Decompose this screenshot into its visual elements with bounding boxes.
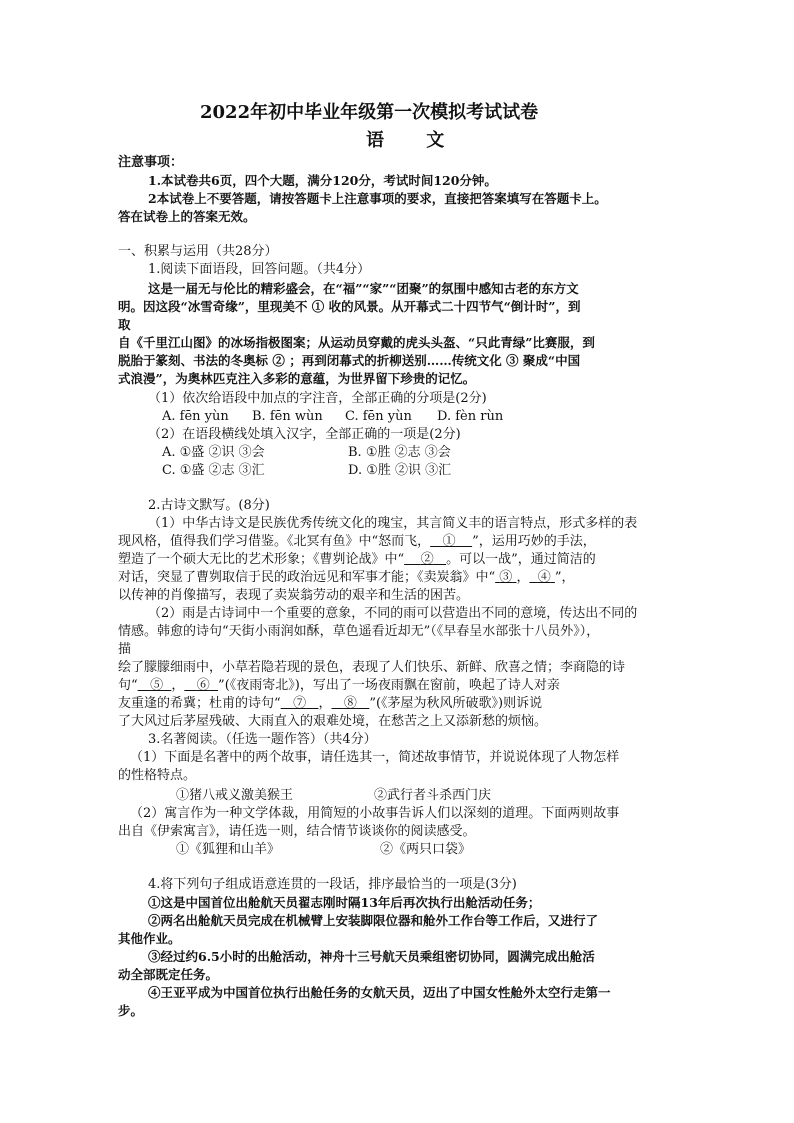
option-d: D. ①胜 ②识 ③汇 — [348, 463, 452, 478]
notice-item-2: 2本试卷上不要答题，请按答题卡上注意事项的要求，直接把答案填写在答题卡上。 — [148, 191, 607, 206]
sentence-item: 动全部既定任务。 — [118, 967, 219, 982]
sentence-item: 其他作业。 — [118, 931, 181, 946]
story-option-2: ②武行者斗杀西门庆 — [374, 788, 492, 803]
question-3-stem: 3.名著阅读。（任选一题作答）（共4分） — [148, 732, 377, 747]
question-4-stem: 4.将下列句子组成语意连贯的一段话，排序最恰当的一项是(3分) — [148, 877, 517, 892]
poem-line: 了大风过后茅屋残破、大雨直入的艰难处境，在愁苦之上又添新愁的烦恼。 — [118, 714, 548, 729]
question-3-1-cont: 的性格特点。 — [118, 768, 197, 783]
fable-option-1: ①《狐狸和山羊》 — [176, 842, 281, 857]
option-a: A. fēn yùn — [162, 409, 229, 424]
blank-2: ② — [420, 552, 434, 567]
blank-8: ⑧ — [343, 696, 357, 711]
fable-option-2: ②《两只口袋》 — [380, 842, 472, 857]
notice-item-2-cont: 答在试卷上的答案无效。 — [118, 209, 256, 224]
option-d: D. fèn rùn — [437, 409, 504, 424]
blank-5: ⑤ — [150, 678, 164, 693]
poem-line: （2）雨是古诗词中一个重要的意象，不同的雨可以营造出不同的意境，传达出不同的 — [148, 606, 638, 621]
question-2-stem: 2.古诗文默写。(8分) — [148, 498, 270, 513]
question-1-stem: 1.阅读下面语段，回答问题。（共4分） — [148, 262, 371, 277]
question-3-2: （2）寓言作为一种文学体裁，用简短的小故事告诉人们以深刻的道理。下面两则故事 — [130, 806, 620, 821]
blank-7: ⑦ — [293, 696, 307, 711]
blank-3: ③ — [499, 570, 513, 585]
question-3-2-cont: 出自《伊索寓言》，请任选一则，结合情节谈谈你的阅读感受。 — [118, 824, 476, 839]
blank-6: ⑥ — [196, 678, 210, 693]
poem-line: 塑造了一个硕大无比的艺术形象；《曹刿论战》中“ ② 。可以一战”，通过简洁的 — [118, 552, 596, 567]
sentence-item: ②两名出舱航天员完成在机械臂上安装脚限位器和舱外工作台等工作后，又进行了 — [148, 913, 599, 928]
passage-line: 脱胎于篆刻、书法的冬奥标 ② ；再到闭幕式的折柳送别……传统文化 ③ 聚成“中国 — [118, 353, 581, 368]
poem-line: 描 — [118, 642, 132, 657]
question-3-1: （1）下面是名著中的两个故事，请任选其一，简述故事情节，并说说体现了人物怎样 — [130, 750, 620, 765]
sentence-item: ①这是中国首位出舱航天员翟志刚时隔13年后再次执行出舱活动任务； — [148, 895, 541, 910]
passage-line: 自《千里江山图》的冰场指极图案；从运动员穿戴的虎头头盔、“只此青绿”比赛服，到 — [118, 335, 595, 350]
poem-line: 以传神的肖像描写，表现了卖炭翁劳动的艰辛和生活的困苦。 — [118, 588, 470, 603]
option-a: A. ①盛 ②识 ③会 — [162, 445, 265, 460]
option-b: B. ①胜 ②志 ③会 — [348, 445, 451, 460]
story-option-1: ①猪八戒义激美猴王 — [176, 788, 294, 803]
passage-line: 式浪漫”，为奥林匹克注入多彩的意蕴，为世界留下珍贵的记忆。 — [118, 371, 476, 386]
option-c: C. fēn yùn — [345, 409, 412, 424]
option-c: C. ①盛 ②志 ③汇 — [162, 463, 265, 478]
question-1-2-stem: （2）在语段横线处填入汉字，全部正确的一项是(2分) — [148, 427, 461, 442]
question-1-1-stem: （1）依次给语段中加点的字注音，全部正确的分项是(2分) — [148, 391, 487, 406]
poem-line: （1）中华古诗文是民族优秀传统文化的瑰宝，其言简义丰的语言特点，形式多样的表 — [148, 516, 638, 531]
sentence-item: ③经过约6.5小时的出舱活动，神舟十三号航天员乘组密切协同，圆满完成出舱活 — [148, 949, 595, 964]
blank-1: ① — [442, 534, 456, 549]
blank-4: ④ — [537, 570, 551, 585]
poem-line: 句“ ⑤ ， ⑥ ”(《夜雨寄北》)，写出了一场夜雨飘在窗前，唤起了诗人对亲 — [118, 678, 560, 693]
sentence-item: 步。 — [118, 1003, 144, 1018]
poem-line: 绘了朦朦细雨中，小草若隐若现的景色，表现了人们快乐、新鲜、欣喜之情；李商隐的诗 — [118, 660, 626, 675]
exam-title: 2022年初中毕业年级第一次模拟考试试卷 — [200, 102, 539, 123]
subject-title: 语 文 — [366, 130, 463, 151]
option-b: B. fēn wùn — [252, 409, 323, 424]
poem-line: 现风格，值得我们学习借鉴。《北冥有鱼》中“怒而飞， ① ”，运用巧妙的手法， — [118, 534, 596, 549]
passage-line: 明。因这段“冰雪奇缘”，里现美不 ① 收的风景。从开幕式二十四节气“倒计时”，到 — [118, 299, 581, 314]
passage-line: 这是一届无与伦比的精彩盛会，在“福”“家”“团聚”的氛围中感知古老的东方文 — [148, 281, 579, 296]
section-heading: 一、积累与运用（共28分） — [118, 244, 278, 259]
poem-line: 对话，突显了曹刿取信于民的政治远见和军事才能；《卖炭翁》中“ ③ ， ④ ”， — [118, 570, 575, 585]
notice-heading: 注意事项： — [118, 155, 184, 170]
sentence-item: ④王亚平成为中国首位执行出舱任务的女航天员，迈出了中国女性舱外太空行走第一 — [148, 985, 611, 1000]
notice-item-1: 1.本试卷共6页，四个大题，满分120分，考试时间120分钟。 — [148, 173, 497, 188]
poem-line: 友重逢的希冀；杜甫的诗句“ ⑦ ， ⑧ ”(《茅屋为秋风所破歌》)则诉说 — [118, 696, 543, 711]
passage-line: 取 — [118, 317, 131, 332]
poem-line: 情感。韩愈的诗句“天街小雨润如酥，草色遥看近却无”（《早春呈水部张十八员外》）， — [118, 624, 600, 639]
